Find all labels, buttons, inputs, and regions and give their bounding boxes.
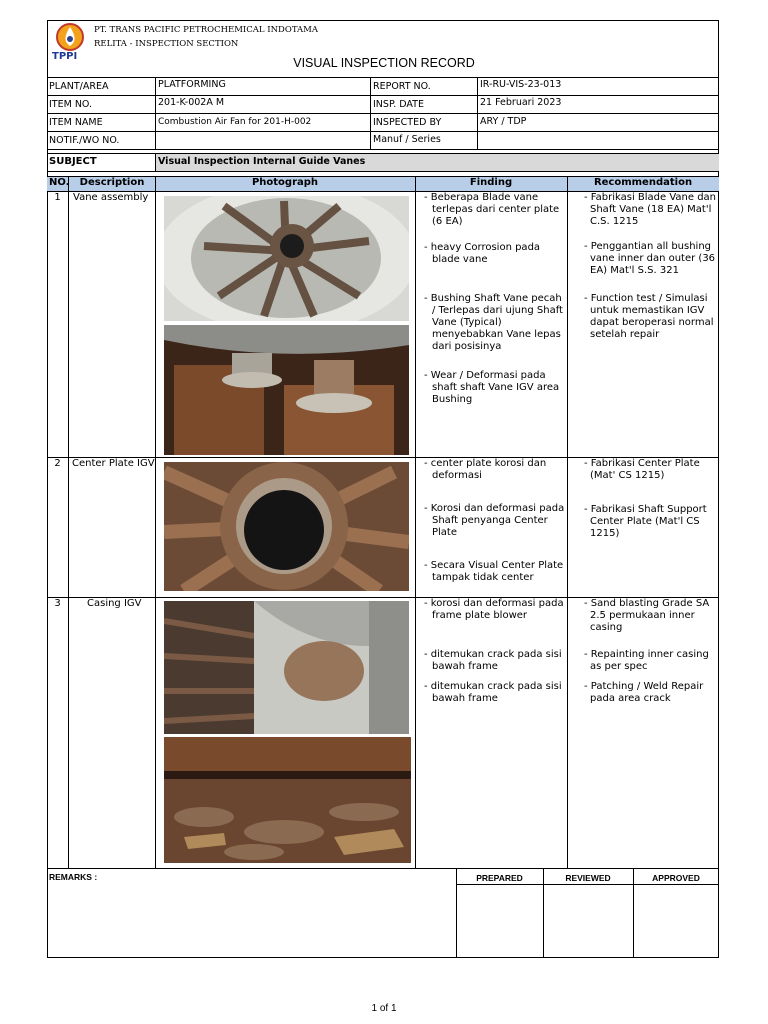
recommendation-item: - Function test / Simulasi untuk memastikan IGV dapat beroperasi normal setelah repair (584, 293, 714, 340)
finding-item: - center plate korosi dan deformasi (424, 458, 547, 481)
page-number: 1 of 1 (371, 1003, 397, 1014)
subject-label: SUBJECT (49, 156, 97, 167)
reviewed-label: REVIEWED (565, 873, 611, 883)
finding-item: - heavy Corrosion pada blade vane (424, 242, 541, 265)
recommendation-item: - Fabrikasi Shaft Support Center Plate (Mat'l CS 1215) (584, 504, 707, 539)
plant-label: PLANT/AREA (49, 81, 109, 92)
subject-value: Visual Inspection Internal Guide Vanes (158, 156, 366, 167)
row-2-description: Center Plate IGV (72, 458, 155, 469)
remarks-label: REMARKS : (49, 872, 98, 882)
manuf-label: Manuf / Series (373, 134, 441, 145)
inspected-by-value: ARY / TDP (480, 116, 527, 127)
finding-item: - Korosi dan deformasi pada Shaft penyanga Center Plate (424, 503, 565, 538)
row-2-no: 2 (54, 458, 61, 469)
report-value: IR-RU-VIS-23-013 (480, 79, 562, 90)
recommendation-item: - Sand blasting Grade SA 2.5 permukaan inner casing (584, 598, 710, 633)
recommendation-item: - Patching / Weld Repair pada area crack (584, 681, 704, 704)
row-3-no: 3 (54, 598, 61, 609)
finding-item: - Secara Visual Center Plate tampak tidak center (424, 560, 564, 583)
row-3-description: Casing IGV (87, 598, 142, 609)
photo-center-plate (164, 462, 409, 591)
item-name-value: Combustion Air Fan for 201-H-002 (158, 117, 312, 127)
company-section: RELITA - INSPECTION SECTION (94, 39, 239, 49)
col-description: Description (79, 177, 145, 188)
insp-date-label: INSP. DATE (373, 99, 424, 110)
recommendation-item: - Repainting inner casing as per spec (584, 649, 709, 672)
finding-item: - ditemukan crack pada sisi bawah frame (424, 649, 562, 672)
col-photograph: Photograph (251, 177, 319, 188)
report-label: REPORT NO. (373, 81, 431, 92)
page-title: VISUAL INSPECTION RECORD (293, 56, 475, 70)
finding-item: - ditemukan crack pada sisi bawah frame (424, 681, 562, 704)
item-name-label: ITEM NAME (49, 117, 103, 128)
logo-text: TPPI (52, 51, 78, 62)
recommendation-item: - Fabrikasi Blade Vane dan Shaft Vane (18 EA) Mat'l C.S. 1215 (584, 192, 717, 227)
prepared-label: PREPARED (476, 873, 523, 883)
recommendation-item: - Fabrikasi Center Plate (Mat' CS 1215) (584, 458, 700, 481)
approved-label: APPROVED (652, 873, 700, 883)
company-name: PT. TRANS PACIFIC PETROCHEMICAL INDOTAMA (94, 25, 319, 35)
row-1-no: 1 (54, 192, 61, 203)
finding-item: - Beberapa Blade vane terlepas dari center plate (6 EA) (424, 192, 560, 227)
plant-value: PLATFORMING (158, 79, 226, 90)
photo-casing-crack (164, 737, 411, 863)
col-no: NO. (49, 177, 70, 188)
item-no-value: 201-K-002A M (158, 97, 225, 108)
photo-vane-bushing-closeup (164, 325, 409, 455)
photo-casing-inner (164, 601, 409, 734)
notif-label: NOTIF./WO NO. (49, 135, 120, 146)
col-recommendation: Recommendation (593, 177, 693, 188)
inspected-by-label: INSPECTED BY (373, 117, 442, 128)
row-1-description: Vane assembly (73, 192, 149, 203)
finding-item: - Bushing Shaft Vane pecah / Terlepas dari ujung Shaft Vane (Typical) menyebabkan Vane lepas dari posisinya (424, 293, 563, 352)
item-no-label: ITEM NO. (49, 99, 93, 110)
insp-date-value: 21 Februari 2023 (480, 97, 562, 108)
finding-item: - Wear / Deformasi pada shaft shaft Vane IGV area Bushing (424, 370, 560, 405)
finding-item: - korosi dan deformasi pada frame plate blower (424, 598, 564, 621)
col-finding: Finding (469, 177, 513, 188)
recommendation-item: - Penggantian all bushing vane inner dan outer (36 EA) Mat'l S.S. 321 (584, 241, 716, 276)
photo-vane-assembly-front (164, 196, 409, 321)
